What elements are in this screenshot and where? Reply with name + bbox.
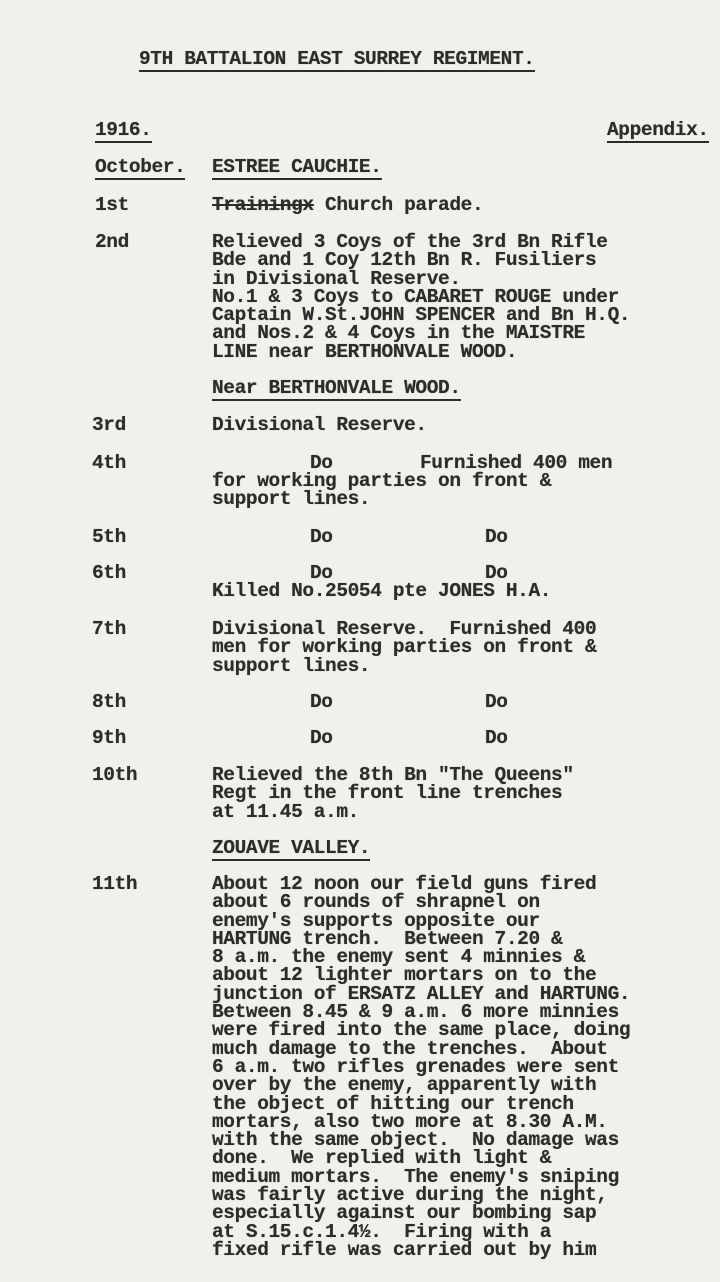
location-heading: Near BERTHONVALE WOOD. [212,379,461,401]
entry-text-line: Relieved the 8th Bn "The Queens" [212,764,574,786]
entry-text-line: LINE near BERTHONVALE WOOD. [212,340,518,363]
entry-text-line: about 12 lighter mortars on to the [212,964,597,987]
entry-text-line: Church parade. [313,194,484,216]
entry-text: Killed No.25054 pte JONES H.A. [212,580,552,602]
ditto-mark: Do [485,562,508,584]
entry-text-line: Bde and 1 Coy 12th Bn R. Fusiliers [212,249,597,272]
ditto-mark: Do [485,526,508,548]
entry-text-line: No.1 & 3 Coys to CABARET ROUGE under [212,285,619,308]
day-label: 9th [92,727,126,749]
entry-text [212,196,483,214]
day-label: 11th [92,873,138,895]
entry-text-line: fixed rifle was carried out by him [212,1238,597,1261]
entry-text-line: medium mortars. The enemy's sniping [212,1165,619,1188]
entry-text-line: over by the enemy, apparently with [212,1074,597,1097]
entry-text-line: much damage to the trenches. About [212,1037,608,1060]
entry-text-line: was fairly active during the night, [212,1184,608,1207]
entry-text-line: mortars, also two more at 8.30 A.M. [212,1110,608,1133]
struck-text: Trainingx [212,194,314,216]
entry-text-line: 6 a.m. two rifles grenades were sent [212,1055,619,1078]
entry-text-line: and Nos.2 & 4 Coys in the MAISTRE [212,322,585,345]
day-label: 5th [92,526,126,548]
entry-text-line: were fired into the same place, doing [212,1019,631,1042]
entry-text-line: in Divisional Reserve. [212,267,461,290]
entry-text-line: HARTUNG trench. Between 7.20 & [212,927,563,950]
entry-text [212,766,574,821]
day-label: 2nd [95,231,129,253]
entry-text [212,472,551,509]
entry-text-line: Relieved 3 Coys of the 3rd Bn Rifle [212,231,608,253]
entry-text-line: support lines. [212,488,371,511]
day-label: 4th [92,452,126,474]
day-label: 10th [92,764,138,786]
day-label: 8th [92,691,126,713]
year-heading: 1916. [95,121,152,143]
ditto-mark: Do [485,727,508,749]
ditto-mark: Do [310,526,333,548]
entry-text-line: about 6 rounds of shrapnel on [212,891,540,914]
entry-text-line: Divisional Reserve. Furnished 400 [212,618,597,640]
entry-text [212,233,630,361]
entry-text-line: at 11.45 a.m. [212,800,359,823]
entry-text [212,875,630,1259]
entry-text-line: for working parties on front & [212,470,552,492]
entry-text-line: done. We replied with light & [212,1147,552,1170]
location-heading: ZOUAVE VALLEY. [212,839,370,861]
entry-text-line: especially against our bombing sap [212,1202,597,1225]
entry-text-line: enemy's supports opposite our [212,909,540,932]
entry-text-line: men for working parties on front & [212,636,597,659]
entry-text-line: at S.15.c.1.4½. Firing with a [212,1220,552,1243]
day-label: 1st [95,194,129,216]
entry-text-line: support lines. [212,654,371,677]
day-label: 3rd [92,414,126,436]
entry-text: Furnished 400 men [420,452,613,474]
ditto-mark: Do [485,691,508,713]
entry-text [212,620,596,675]
entry-text-line: junction of ERSATZ ALLEY and HARTUNG. [212,982,631,1005]
location-heading: ESTREE CAUCHIE. [212,158,382,180]
ditto-mark: Do [310,691,333,713]
ditto-mark: Do [310,452,333,474]
entry-text-line: with the same object. No damage was [212,1129,619,1152]
entry-text-line: About 12 noon our field guns fired [212,873,597,895]
entry-text-line: Captain W.St.JOHN SPENCER and Bn H.Q. [212,304,631,327]
entry-text-line: the object of hitting our trench [212,1092,574,1115]
entry-text-line: 8 a.m. the enemy sent 4 minnies & [212,946,585,969]
day-label: 6th [92,562,126,584]
entry-text: Divisional Reserve. [212,414,427,436]
appendix-label: Appendix. [607,121,709,143]
entry-text-line: Regt in the front line trenches [212,782,563,805]
month-heading: October. [95,158,185,180]
day-label: 7th [92,618,126,640]
document-title: 9TH BATTALION EAST SURREY REGIMENT. [139,50,535,72]
ditto-mark: Do [310,562,333,584]
ditto-mark: Do [310,727,333,749]
entry-text-line: Between 8.45 & 9 a.m. 6 more minnies [212,1001,619,1024]
